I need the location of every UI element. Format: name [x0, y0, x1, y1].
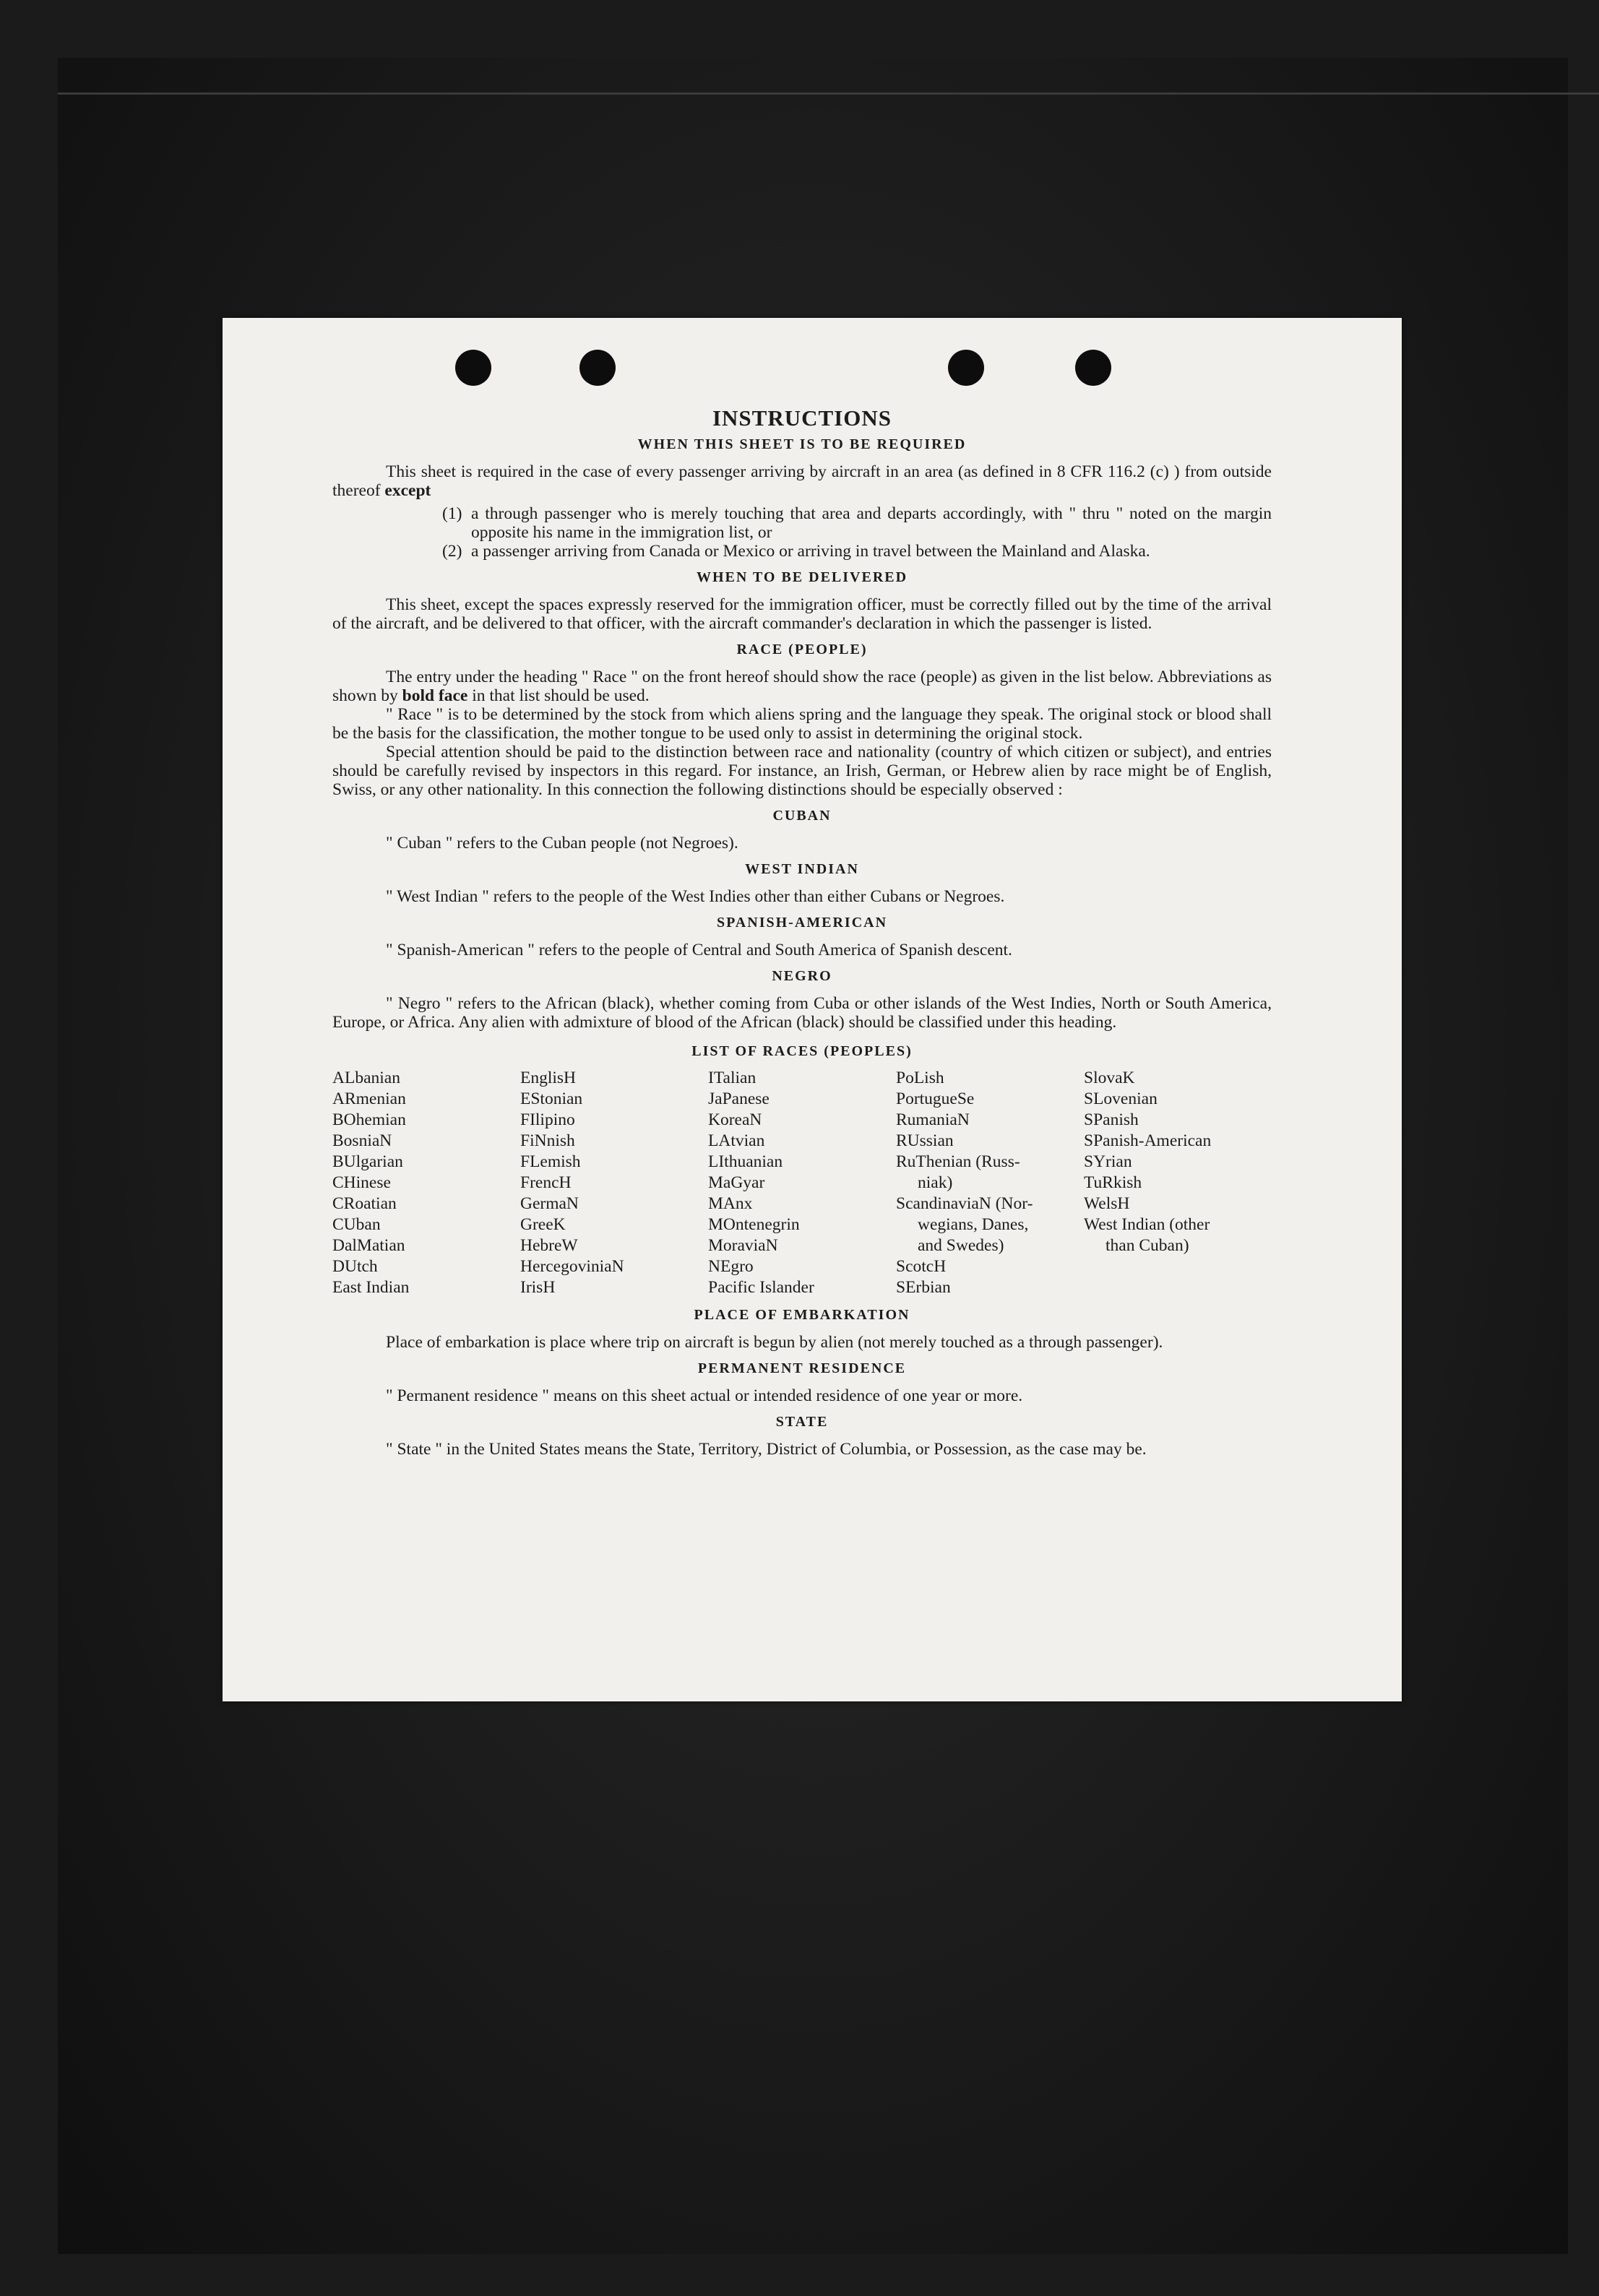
race-entry: SlovaK: [1084, 1069, 1135, 1087]
race-entry: wegians, Danes,: [918, 1215, 1029, 1234]
instructions-content: [332, 405, 1272, 1459]
required-intro: This sheet is required in the case of every passenger arriving by aircraft in an area (as defined in 8 CFR 116.2 (c) ) from outside thereof except: [332, 462, 1272, 500]
race-entry: EnglisH: [520, 1069, 577, 1087]
west-indian-text: " West Indian " refers to the people of the West Indies other than either Cubans or Negroes.: [386, 887, 1005, 906]
race-entry: MOntenegrin: [708, 1215, 800, 1234]
race-entry: BUlgarian: [332, 1152, 403, 1171]
race-entry: and Swedes): [918, 1236, 1004, 1255]
race-paragraph-1: The entry under the heading " Race " on the front hereof should show the race (people) as given in the list below. Abbreviations as shown by bold face in that list should be used.: [332, 668, 1272, 705]
section-heading-state: STATE: [775, 1414, 829, 1430]
negro-text: " Negro " refers to the African (black), whether coming from Cuba or other islands of the West Indies, North or South America, Europe, or Africa. Any alien with admixture of blood of the African (black) should be classified under this heading.: [332, 994, 1272, 1032]
races-column: [896, 1068, 1084, 1298]
punch-hole: [1075, 350, 1111, 386]
race-entry: CHinese: [332, 1173, 391, 1192]
race-entry: SPanish-American: [1084, 1131, 1212, 1150]
document-page: [223, 318, 1402, 1701]
race-entry: FrencH: [520, 1173, 572, 1192]
punch-hole: [579, 350, 616, 386]
race-entry: BosniaN: [332, 1131, 392, 1150]
race-entry: ALbanian: [332, 1069, 400, 1087]
race-paragraph-2: " Race " is to be determined by the stock from which aliens spring and the language they speak. The original stock or blood shall be the basis for the classification, the mother tongue to be used only to assist in determining the original stock.: [332, 705, 1272, 743]
section-heading-delivered: WHEN TO BE DELIVERED: [696, 569, 908, 585]
race-entry: MAnx: [708, 1194, 753, 1213]
races-column: [708, 1068, 896, 1298]
race-entry: PortugueSe: [896, 1089, 975, 1108]
exception-item: (1) a through passenger who is merely touching that area and departs accordingly, with " thru " noted on the margin opposite his name in the immigration list, or: [442, 504, 1272, 542]
list-of-races-heading: LIST OF RACES (PEOPLES): [691, 1043, 913, 1059]
delivered-text: This sheet, except the spaces expressly reserved for the immigration officer, must be correctly filled out by the time of the arrival of the aircraft, and be delivered to that officer, with the aircraft commander's declaration in which the passenger is listed.: [332, 595, 1272, 633]
race-entry: MaGyar: [708, 1173, 765, 1192]
scan-edge-line: [58, 92, 1599, 95]
race-entry: NEgro: [708, 1257, 754, 1276]
race-entry: ScotcH: [896, 1257, 947, 1276]
cuban-text: " Cuban " refers to the Cuban people (not Negroes).: [386, 834, 738, 853]
race-entry: PoLish: [896, 1069, 944, 1087]
races-column: [332, 1068, 520, 1298]
punch-hole: [948, 350, 984, 386]
race-entry: HebreW: [520, 1236, 578, 1255]
race-entry: than Cuban): [1105, 1236, 1189, 1255]
race-entry: ITalian: [708, 1069, 757, 1087]
race-entry: SPanish: [1084, 1110, 1139, 1129]
race-entry: FIlipino: [520, 1110, 575, 1129]
race-entry: HercegoviniaN: [520, 1257, 624, 1276]
section-heading-cuban: CUBAN: [772, 808, 832, 824]
race-entry: RUssian: [896, 1131, 954, 1150]
race-entry: ScandinaviaN (Nor-: [896, 1194, 1033, 1213]
embarkation-text: Place of embarkation is place where trip on aircraft is begun by alien (not merely touched as a through passenger).: [386, 1333, 1163, 1352]
race-entry: West Indian (other: [1084, 1215, 1210, 1234]
section-heading-required: WHEN THIS SHEET IS TO BE REQUIRED: [637, 436, 967, 452]
race-entry: TuRkish: [1084, 1173, 1142, 1192]
race-entry: CRoatian: [332, 1194, 397, 1213]
race-entry: LIthuanian: [708, 1152, 783, 1171]
race-entry: CUban: [332, 1215, 381, 1234]
exception-list: [442, 504, 1272, 561]
residence-text: " Permanent residence " means on this sheet actual or intended residence of one year or more.: [386, 1386, 1023, 1405]
races-list: [332, 1068, 1272, 1298]
race-entry: FiNnish: [520, 1131, 575, 1150]
race-entry: WelsH: [1084, 1194, 1130, 1213]
section-heading-race: RACE (PEOPLE): [736, 642, 868, 657]
page-title: INSTRUCTIONS: [712, 405, 892, 431]
race-entry: niak): [918, 1173, 953, 1192]
section-heading-embarkation: PLACE OF EMBARKATION: [694, 1307, 910, 1323]
race-entry: EStonian: [520, 1089, 583, 1108]
race-entry: SYrian: [1084, 1152, 1132, 1171]
race-entry: Pacific Islander: [708, 1278, 814, 1297]
section-heading-negro: NEGRO: [772, 968, 832, 984]
race-entry: RuThenian (Russ-: [896, 1152, 1020, 1171]
race-entry: MoraviaN: [708, 1236, 778, 1255]
races-column: [520, 1068, 708, 1298]
state-text: " State " in the United States means the State, Territory, District of Columbia, or Possession, as the case may be.: [386, 1440, 1147, 1459]
race-entry: East Indian: [332, 1278, 410, 1297]
race-entry: KoreaN: [708, 1110, 762, 1129]
race-entry: IrisH: [520, 1278, 556, 1297]
race-entry: FLemish: [520, 1152, 581, 1171]
race-entry: DUtch: [332, 1257, 378, 1276]
punch-hole: [455, 350, 491, 386]
exception-item: (2) a passenger arriving from Canada or Mexico or arriving in travel between the Mainland and Alaska.: [442, 542, 1150, 561]
race-entry: JaPanese: [708, 1089, 770, 1108]
race-entry: GermaN: [520, 1194, 579, 1213]
race-entry: LAtvian: [708, 1131, 765, 1150]
spanish-american-text: " Spanish-American " refers to the people of Central and South America of Spanish descent.: [386, 941, 1012, 959]
race-entry: SLovenian: [1084, 1089, 1158, 1108]
race-paragraph-3: Special attention should be paid to the distinction between race and nationality (country of which citizen or subject), and entries should be carefully revised by inspectors in this regard. For instance, an Irish, German, or Hebrew alien by race might be of English, Swiss, or any other nationality. In this connection the following distinctions should be especially observed :: [332, 743, 1272, 799]
race-entry: RumaniaN: [896, 1110, 970, 1129]
race-entry: GreeK: [520, 1215, 566, 1234]
races-column: [1084, 1068, 1272, 1298]
race-entry: DalMatian: [332, 1236, 405, 1255]
section-heading-west-indian: WEST INDIAN: [745, 861, 859, 877]
race-entry: SErbian: [896, 1278, 951, 1297]
race-entry: BOhemian: [332, 1110, 406, 1129]
race-entry: ARmenian: [332, 1089, 406, 1108]
section-heading-spanish-american: SPANISH-AMERICAN: [716, 915, 888, 931]
section-heading-residence: PERMANENT RESIDENCE: [697, 1360, 907, 1376]
